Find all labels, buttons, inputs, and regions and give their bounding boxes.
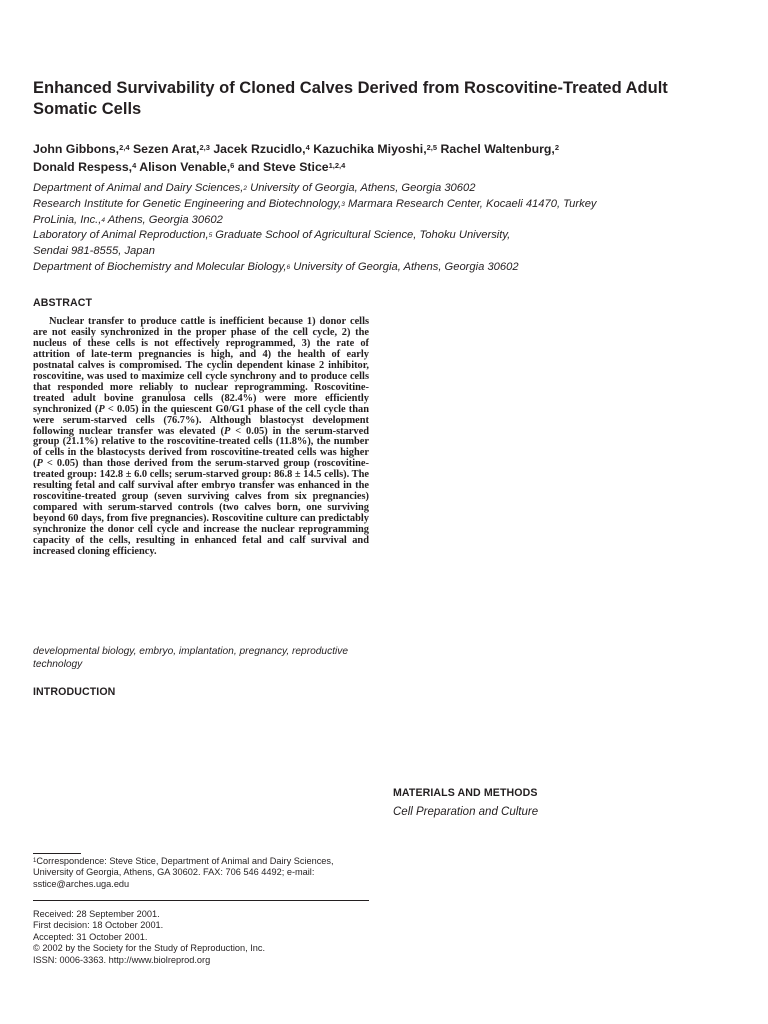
materials-methods-heading: MATERIALS AND METHODS [393, 787, 538, 799]
affiliation: ProLinia, Inc.,$^4$ Athens, Georgia 30602 [33, 213, 223, 226]
received-date: Received: 28 September 2001. [33, 909, 160, 919]
affiliation: Sendai 981-8555, Japan [33, 245, 155, 258]
correspondence-footnote: $^1$Correspondence: Steve Stice, Department of Animal and Dairy Sciences, University of Georgia, Athens, GA 30602. FAX: 706 546 4492; e-mail: sstice@arches.uga.edu [33, 856, 334, 889]
author: Alison Venable,$^6$ [139, 160, 235, 174]
author: Donald Respess,$^4$ [33, 160, 137, 174]
keywords: developmental biology, embryo, implantation, pregnancy, reproductive technology [33, 646, 349, 670]
paper-title: Enhanced Survivability of Cloned Calves Derived from Roscovitine-Treated Adult Somatic Cells [33, 79, 668, 118]
affiliation: Laboratory of Animal Reproduction,$^5$ Graduate School of Agricultural Science, Tohoku University, [33, 229, 511, 242]
accepted-date: Accepted: 31 October 2001. [33, 931, 148, 942]
author: Rachel Waltenburg,$^2$ [440, 142, 559, 156]
author: John Gibbons,$^{2,4}$ [33, 142, 130, 156]
affiliation: Research Institute for Genetic Engineering and Biotechnology,$^3$ Marmara Research Center, Kocaeli 41470, Turkey [33, 197, 597, 210]
affiliation: Department of Animal and Dairy Sciences,$^2$ University of Georgia, Athens, Georgia 30602 [33, 182, 476, 194]
publication-dates [33, 909, 373, 966]
author: Sezen Arat,$^{2,3}$ [132, 142, 210, 156]
first-decision-date: First decision: 18 October 2001. [33, 920, 164, 931]
cell-preparation-subheading: Cell Preparation and Culture [393, 806, 539, 818]
footnote-divider [33, 853, 81, 854]
author: and Steve Stice$^{1,2,4}$ [237, 160, 346, 174]
abstract-text: Nuclear transfer to produce cattle is inefficient because 1) donor cells are not easily synchronized in the proper phase of the cell cycle, 2) the nucleus of these cells is not effectively reprogrammed, 3) the rate of attrition of late-term pregnancies is high, and 4) the health of early postnatal calves is compromised. The cyclin dependent kinase 2 inhibitor, roscovitine, was used to maximize cell cycle synchrony and to produce cells that responded more reliably to nuclear reprogramming. Roscovitine-treated adult bovine granulosa cells (82.4%) were more efficiently synchronized (P < 0.05) in the quiescent G0/G1 phase of the cell cycle than were serum-starved cells (76.7%). Although blastocyst development following nuclear transfer was elevated (P < 0.05) in the serum-starved group (21.1%) relative to the roscovitine-treated cells (11.8%), the number of cells in the blastocysts derived from roscovitine-treated cells was higher (P < 0.05) than those derived from the serum-starved group (roscovitine-treated group: 142.8 ± 6.0 cells; serum-starved group: 86.8 ± 14.5 cells). The resulting fetal and calf survival after embryo transfer was enhanced in the roscovitine-treated group (seven surviving calves from six pregnancies) compared with serum-starved controls (two calves born, one surviving beyond 60 days, from five pregnancies). Roscovitine culture can predictably synchronize the donor cell cycle and increase the nuclear reprogramming capacity of the cells, resulting in enhanced fetal and calf survival and increased cloning efficiency. [33, 316, 369, 558]
author: Jacek Rzucidlo,$^4$ [213, 142, 310, 156]
author: Kazuchika Miyoshi,$^{2,5}$ [313, 142, 438, 156]
author-list [33, 140, 733, 176]
affiliation-list [33, 181, 738, 276]
issn-line: ISSN: 0006-3363. http://www.biolreprod.org [33, 954, 211, 965]
abstract-heading: ABSTRACT [33, 297, 93, 309]
copyright-line: © 2002 by the Society for the Study of Reproduction, Inc. [33, 943, 265, 954]
dates-divider [33, 900, 369, 901]
affiliation: Department of Biochemistry and Molecular Biology,$^6$ University of Georgia, Athens, Georgia 30602 [33, 260, 519, 273]
introduction-heading: INTRODUCTION [33, 686, 116, 698]
